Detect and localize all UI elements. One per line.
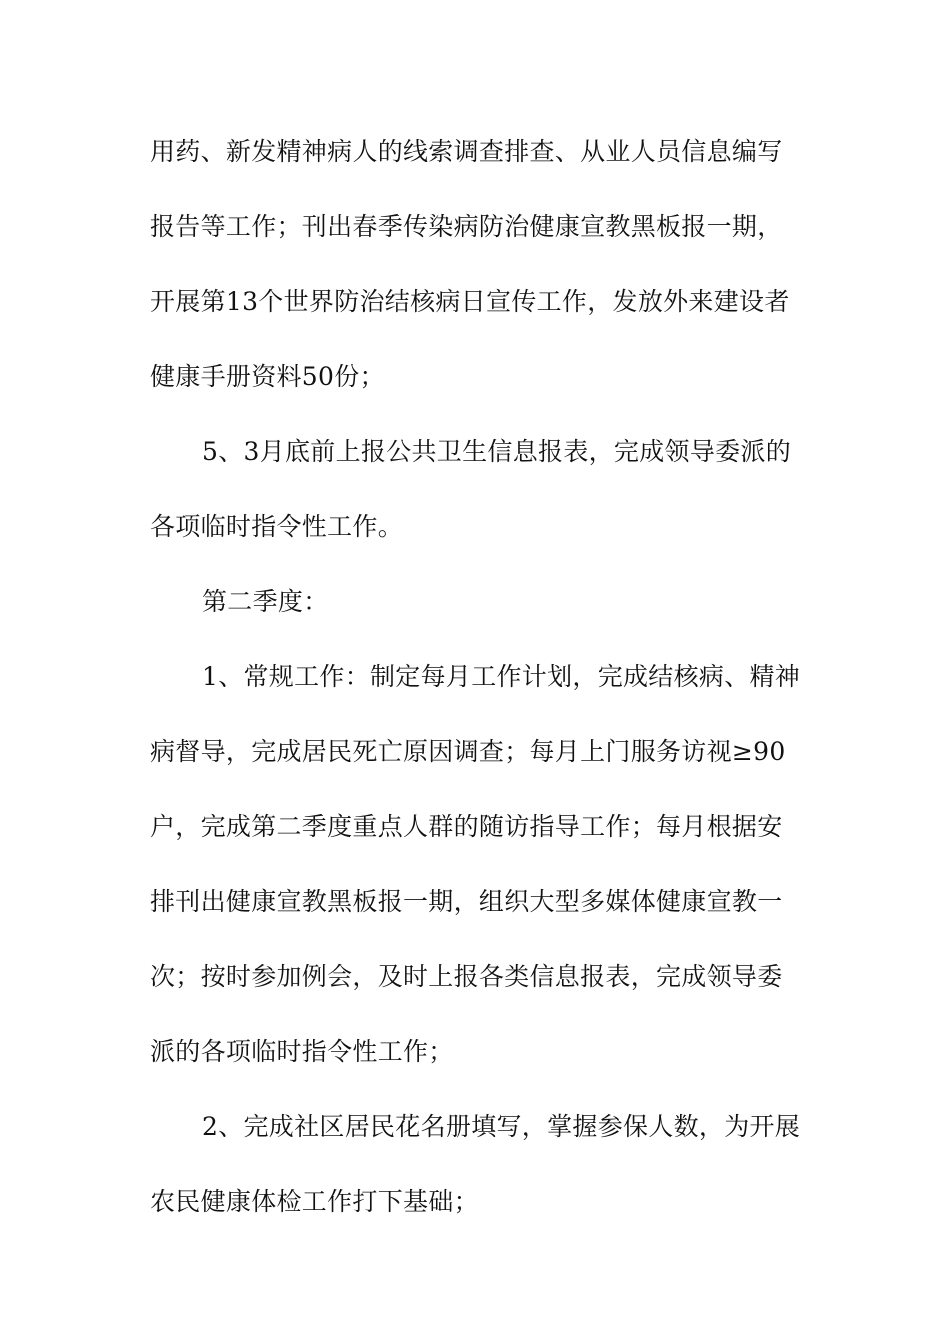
text-line: 开展第13个世界防治结核病日宣传工作，发放外来建设者 <box>150 287 790 316</box>
text-line: 报告等工作；刊出春季传染病防治健康宣教黑板报一期， <box>150 212 783 241</box>
document-body <box>150 114 810 1239</box>
paragraph-start-line: 5、3月底前上报公共卫生信息报表，完成领导委派的 <box>202 437 792 466</box>
text-line: 排刊出健康宣教黑板报一期，组织大型多媒体健康宣教一 <box>150 887 783 916</box>
text-line: 派的各项临时指令性工作； <box>150 1037 454 1066</box>
text-line: 农民健康体检工作打下基础； <box>150 1187 479 1216</box>
paragraph-start-line: 1、常规工作：制定每月工作计划，完成结核病、精神 <box>202 662 801 691</box>
text-line: 次；按时参加例会，及时上报各类信息报表，完成领导委 <box>150 962 783 991</box>
text-line: 用药、新发精神病人的线索调查排查、从业人员信息编写 <box>150 137 783 166</box>
text-line: 各项临时指令性工作。 <box>150 512 404 541</box>
text-line: 病督导，完成居民死亡原因调查；每月上门服务访视≥90 <box>150 737 786 766</box>
section-heading: 第二季度： <box>202 587 329 616</box>
text-line: 健康手册资料50份； <box>150 362 385 391</box>
text-line: 户，完成第二季度重点人群的随访指导工作；每月根据安 <box>150 812 783 841</box>
paragraph-start-line: 2、完成社区居民花名册填写，掌握参保人数，为开展 <box>202 1112 801 1141</box>
